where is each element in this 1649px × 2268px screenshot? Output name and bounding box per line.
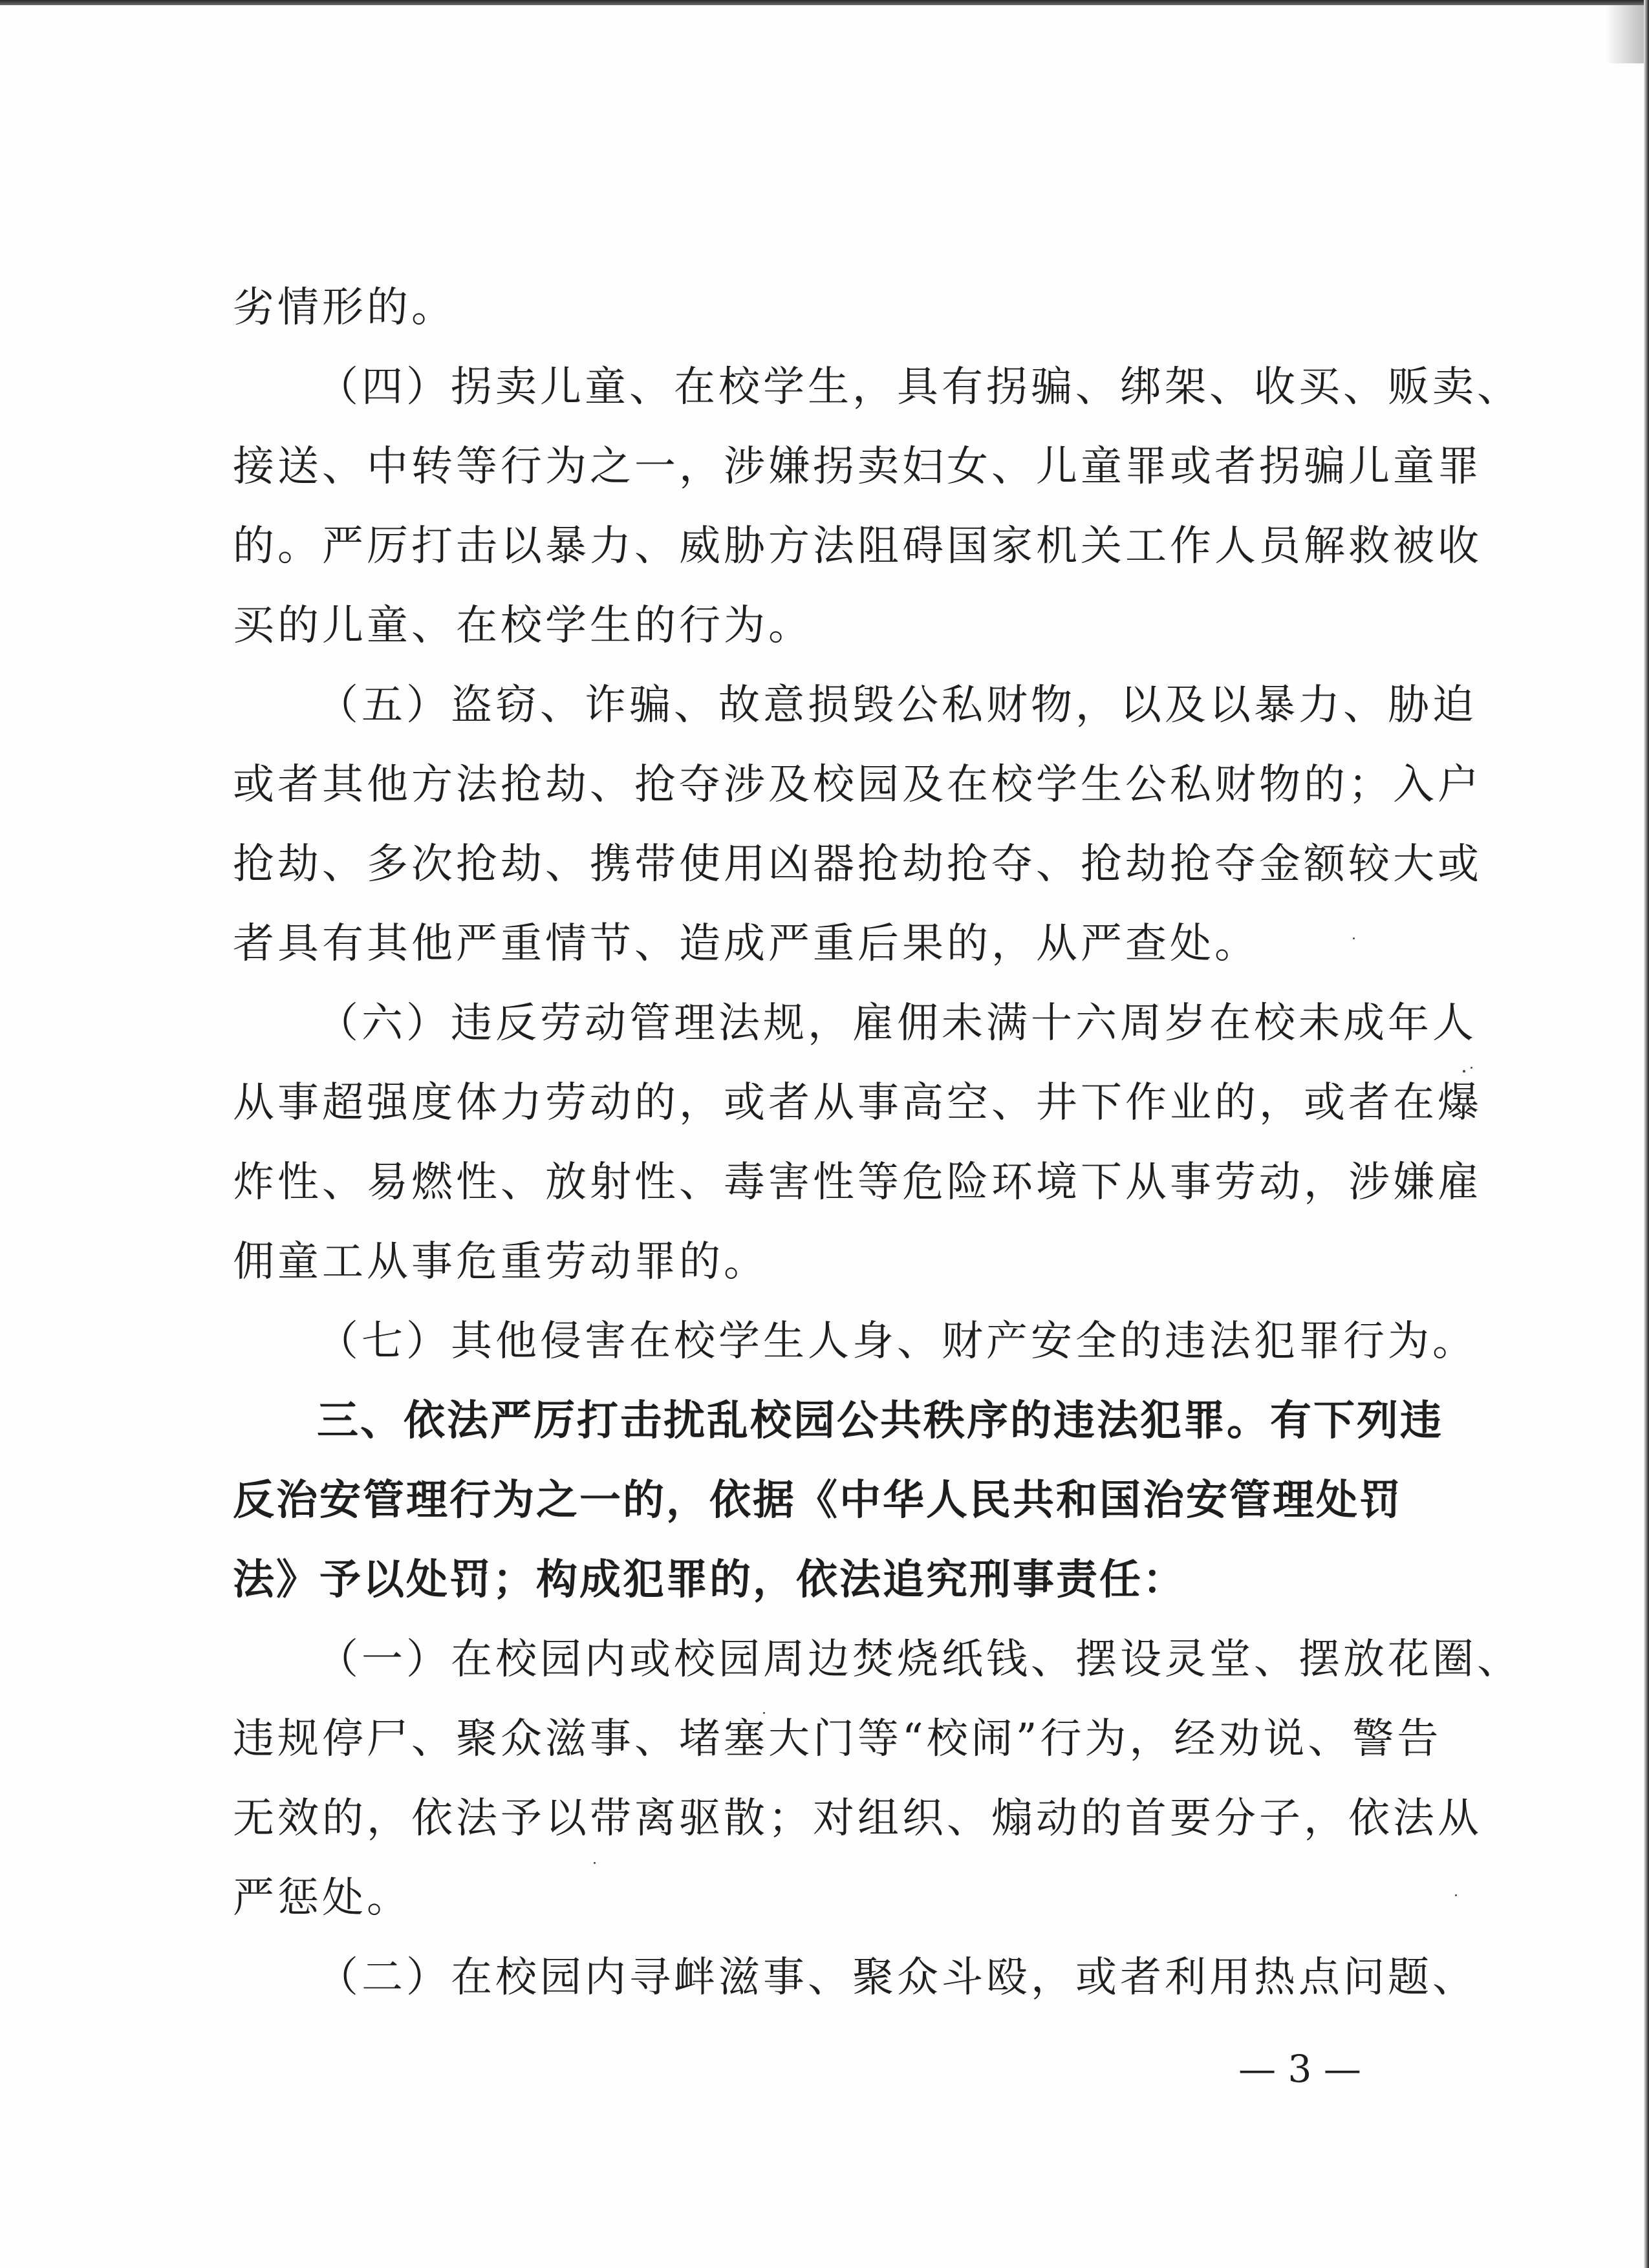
body-text-line: 劣情形的。 [233,284,456,332]
body-text-line: （七）其他侵害在校学生人身、财产安全的违法犯罪行为。 [317,1318,1477,1365]
body-text-line: 无效的，依法予以带离驱散；对组织、煽动的首要分子，依法从 [233,1795,1482,1843]
section-heading-line: 反治安管理行为之一的，依据《中华人民共和国治安管理处罚 [233,1477,1403,1524]
body-text-line: （六）违反劳动管理法规，雇佣未满十六周岁在校未成年人 [317,1000,1477,1047]
body-text-line: 从事超强度体力劳动的，或者从事高空、井下作业的，或者在爆 [233,1079,1482,1127]
document-body [233,268,1522,2018]
scan-edge-top [0,0,1649,5]
body-text-line: （一）在校园内或校园周边焚烧纸钱、摆设灵堂、摆放花圈、 [317,1636,1522,1684]
scan-speck [1455,1894,1457,1896]
body-text-line: 炸性、易燃性、放射性、毒害性等危险环境下从事劳动，涉嫌雇 [233,1159,1482,1206]
section-heading-line: 三、依法严厉打击扰乱校园公共秩序的违法犯罪。有下列违 [317,1397,1443,1445]
body-text-line: 买的儿童、在校学生的行为。 [233,602,813,650]
body-text-line: 的。严厉打击以暴力、威胁方法阻碍国家机关工作人员解救被收 [233,522,1482,570]
body-text-line: 违规停尸、聚众滋事、堵塞大门等“校闹”行为，经劝说、警告 [233,1715,1442,1763]
body-text-line: （五）盗窃、诈骗、故意损毁公私财物，以及以暴力、胁迫 [317,681,1477,729]
page-number: — 3 — [1238,2047,1361,2091]
scan-corner-shadow [1605,5,1644,63]
scan-speck [1471,1067,1472,1069]
body-text-line: （四）拐卖儿童、在校学生，具有拐骗、绑架、收买、贩卖、 [317,363,1522,411]
section-heading-line: 法》予以处罚；构成犯罪的，依法追究刑事责任： [233,1556,1186,1604]
body-text-line: （二）在校园内寻衅滋事、聚众斗殴，或者利用热点问题、 [317,1954,1477,2002]
body-text-line: 佣童工从事危重劳动罪的。 [233,1238,768,1286]
body-text-line: 者具有其他严重情节、造成严重后果的，从严查处。 [233,920,1259,968]
scan-speck [1463,1070,1465,1073]
body-text-line: 接送、中转等行为之一，涉嫌拐卖妇女、儿童罪或者拐骗儿童罪 [233,443,1482,491]
body-text-line: 或者其他方法抢劫、抢夺涉及校园及在校学生公私财物的；入户 [233,761,1482,809]
scan-edge-right [1644,0,1649,2268]
body-text-line: 严惩处。 [233,1874,411,1922]
body-text-line: 抢劫、多次抢劫、携带使用凶器抢劫抢夺、抢劫抢夺金额较大或 [233,840,1482,888]
